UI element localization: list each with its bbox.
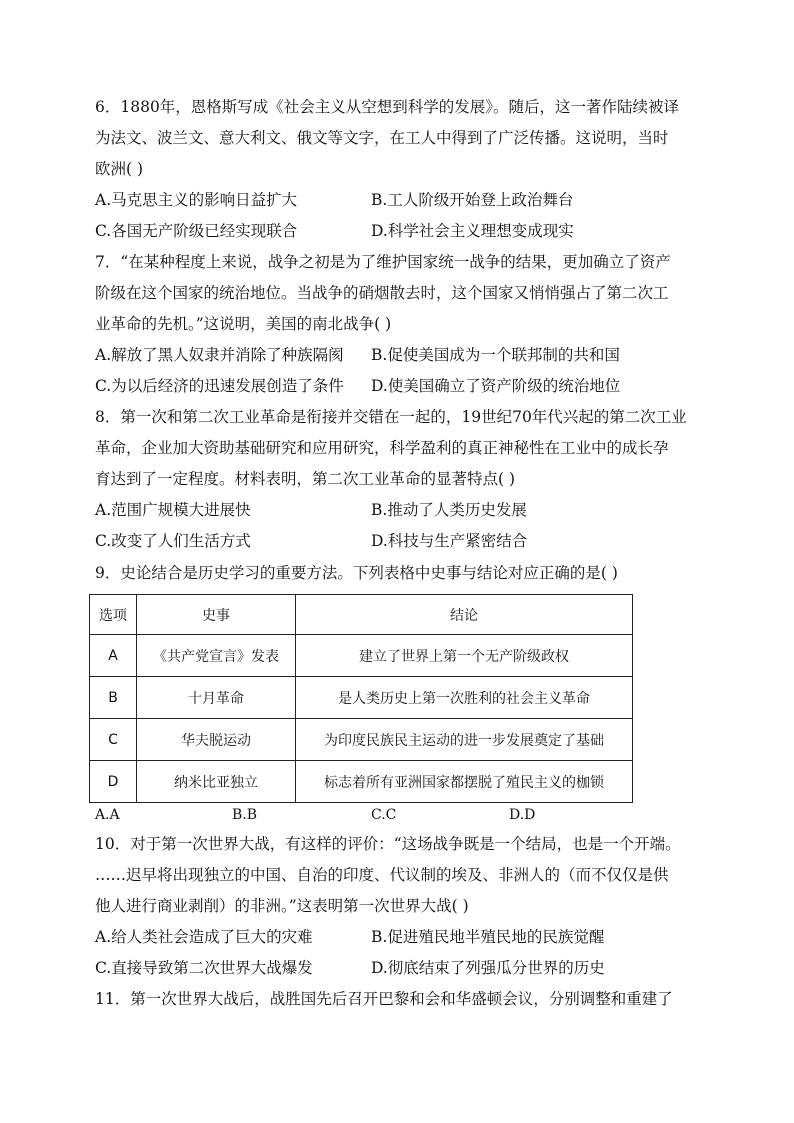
question-10 — [95, 829, 705, 984]
question-7-options — [95, 340, 705, 402]
option-a[interactable]: A.范围广规模大进展快 — [95, 501, 251, 519]
question-8-line-2: 革命，企业加大资助基础研究和应用研究，科学盈利的真正神秘性在工业中的成长孕 — [95, 439, 669, 457]
table-cell-event: 《共产党宣言》发表 — [137, 635, 296, 677]
table-cell-event: 华夫脱运动 — [137, 719, 296, 761]
question-10-options — [95, 922, 705, 984]
question-6-line-2: 为法文、波兰文、意大利文、俄文等文字，在工人中得到了广泛传播。这说明，当时 — [95, 129, 669, 147]
option-a[interactable]: A.马克思主义的影响日益扩大 — [95, 191, 298, 209]
table-cell-conclusion: 是人类历史上第一次胜利的社会主义革命 — [296, 677, 633, 719]
table-cell-event: 十月革命 — [137, 677, 296, 719]
question-7-line-3: 业革命的先机。”这说明，美国的南北战争( ) — [95, 315, 392, 333]
question-7 — [95, 247, 705, 402]
option-d[interactable]: D.使美国确立了资产阶级的统治地位 — [371, 377, 621, 395]
question-8 — [95, 402, 705, 557]
option-a[interactable]: A.解放了黑人奴隶并消除了种族隔阂 — [95, 346, 344, 364]
table-cell-conclusion: 建立了世界上第一个无产阶级政权 — [296, 635, 633, 677]
table-cell-option: A — [90, 635, 137, 677]
question-10-line-3: 他人进行商业剥削）的非洲。”这表明第一次世界大战( ) — [95, 897, 469, 915]
option-b[interactable]: B.促使美国成为一个联邦制的共和国 — [371, 346, 620, 364]
option-b[interactable]: B.工人阶级开始登上政治舞台 — [371, 191, 574, 209]
option-b[interactable]: B.推动了人类历史发展 — [371, 501, 527, 519]
table-header-option: 选项 — [90, 595, 137, 635]
option-d[interactable]: D.科技与生产紧密结合 — [371, 532, 528, 550]
option-b[interactable]: B.促进殖民地半殖民地的民族觉醒 — [371, 928, 605, 946]
question-10-line-1: 10．对于第一次世界大战，有这样的评价：“这场战争既是一个结局，也是一个开端。 — [95, 835, 681, 853]
option-c[interactable]: C.直接导致第二次世界大战爆发 — [95, 959, 313, 977]
option-c[interactable]: C.改变了人们生活方式 — [95, 532, 251, 550]
table-row — [90, 761, 633, 803]
table-cell-conclusion: 为印度民族民主运动的进一步发展奠定了基础 — [296, 719, 633, 761]
question-7-line-1: 7．“在某种程度上来说，战争之初是为了维护国家统一战争的结果，更加确立了资产 — [95, 253, 671, 271]
history-table — [89, 594, 633, 803]
option-d[interactable]: D.科学社会主义理想变成现实 — [371, 222, 574, 240]
question-6-line-1: 6．1880年，恩格斯写成《社会主义从空想到科学的发展》。随后，这一著作陆续被译 — [95, 98, 680, 116]
table-row — [90, 635, 633, 677]
question-10-line-2: ……迟早将出现独立的中国、自治的印度、代议制的埃及、非洲人的（而不仅仅是供 — [95, 866, 669, 884]
table-header-row — [90, 595, 633, 635]
table-header-conclusion: 结论 — [296, 595, 633, 635]
option-a[interactable]: A.A — [95, 807, 120, 823]
option-a[interactable]: A.给人类社会造成了巨大的灾难 — [95, 928, 313, 946]
question-8-line-3: 育达到了一定程度。材料表明，第二次工业革命的显著特点( ) — [95, 470, 516, 488]
option-d[interactable]: D.D — [509, 807, 536, 823]
question-6 — [95, 92, 705, 247]
option-b[interactable]: B.B — [232, 807, 258, 823]
option-c[interactable]: C.为以后经济的迅速发展创造了条件 — [95, 377, 344, 395]
option-c[interactable]: C.各国无产阶级已经实现联合 — [95, 222, 298, 240]
question-7-line-2: 阶级在这个国家的统治地位。当战争的硝烟散去时，这个国家又悄悄强占了第二次工 — [95, 284, 669, 302]
question-11 — [95, 984, 705, 1015]
question-9-stem: 9．史论结合是历史学习的重要方法。下列表格中史事与结论对应正确的是( ) — [95, 564, 618, 582]
table-cell-conclusion: 标志着所有亚洲国家都摆脱了殖民主义的枷锁 — [296, 761, 633, 803]
table-cell-option: D — [90, 761, 137, 803]
question-11-line-1: 11．第一次世界大战后，战胜国先后召开巴黎和会和华盛顿会议，分别调整和重建了 — [95, 990, 673, 1008]
question-8-options — [95, 495, 705, 557]
question-6-line-3: 欧洲( ) — [95, 160, 144, 178]
table-cell-option: B — [90, 677, 137, 719]
question-9 — [95, 558, 705, 589]
table-row — [90, 719, 633, 761]
table-cell-event: 纳米比亚独立 — [137, 761, 296, 803]
option-c[interactable]: C.C — [371, 807, 397, 823]
question-6-options — [95, 185, 705, 247]
table-row — [90, 677, 633, 719]
question-8-line-1: 8．第一次和第二次工业革命是衔接并交错在一起的，19世纪70年代兴起的第二次工业 — [95, 408, 687, 426]
option-d[interactable]: D.彻底结束了列强瓜分世界的历史 — [371, 959, 605, 977]
table-header-event: 史事 — [137, 595, 296, 635]
table-cell-option: C — [90, 719, 137, 761]
